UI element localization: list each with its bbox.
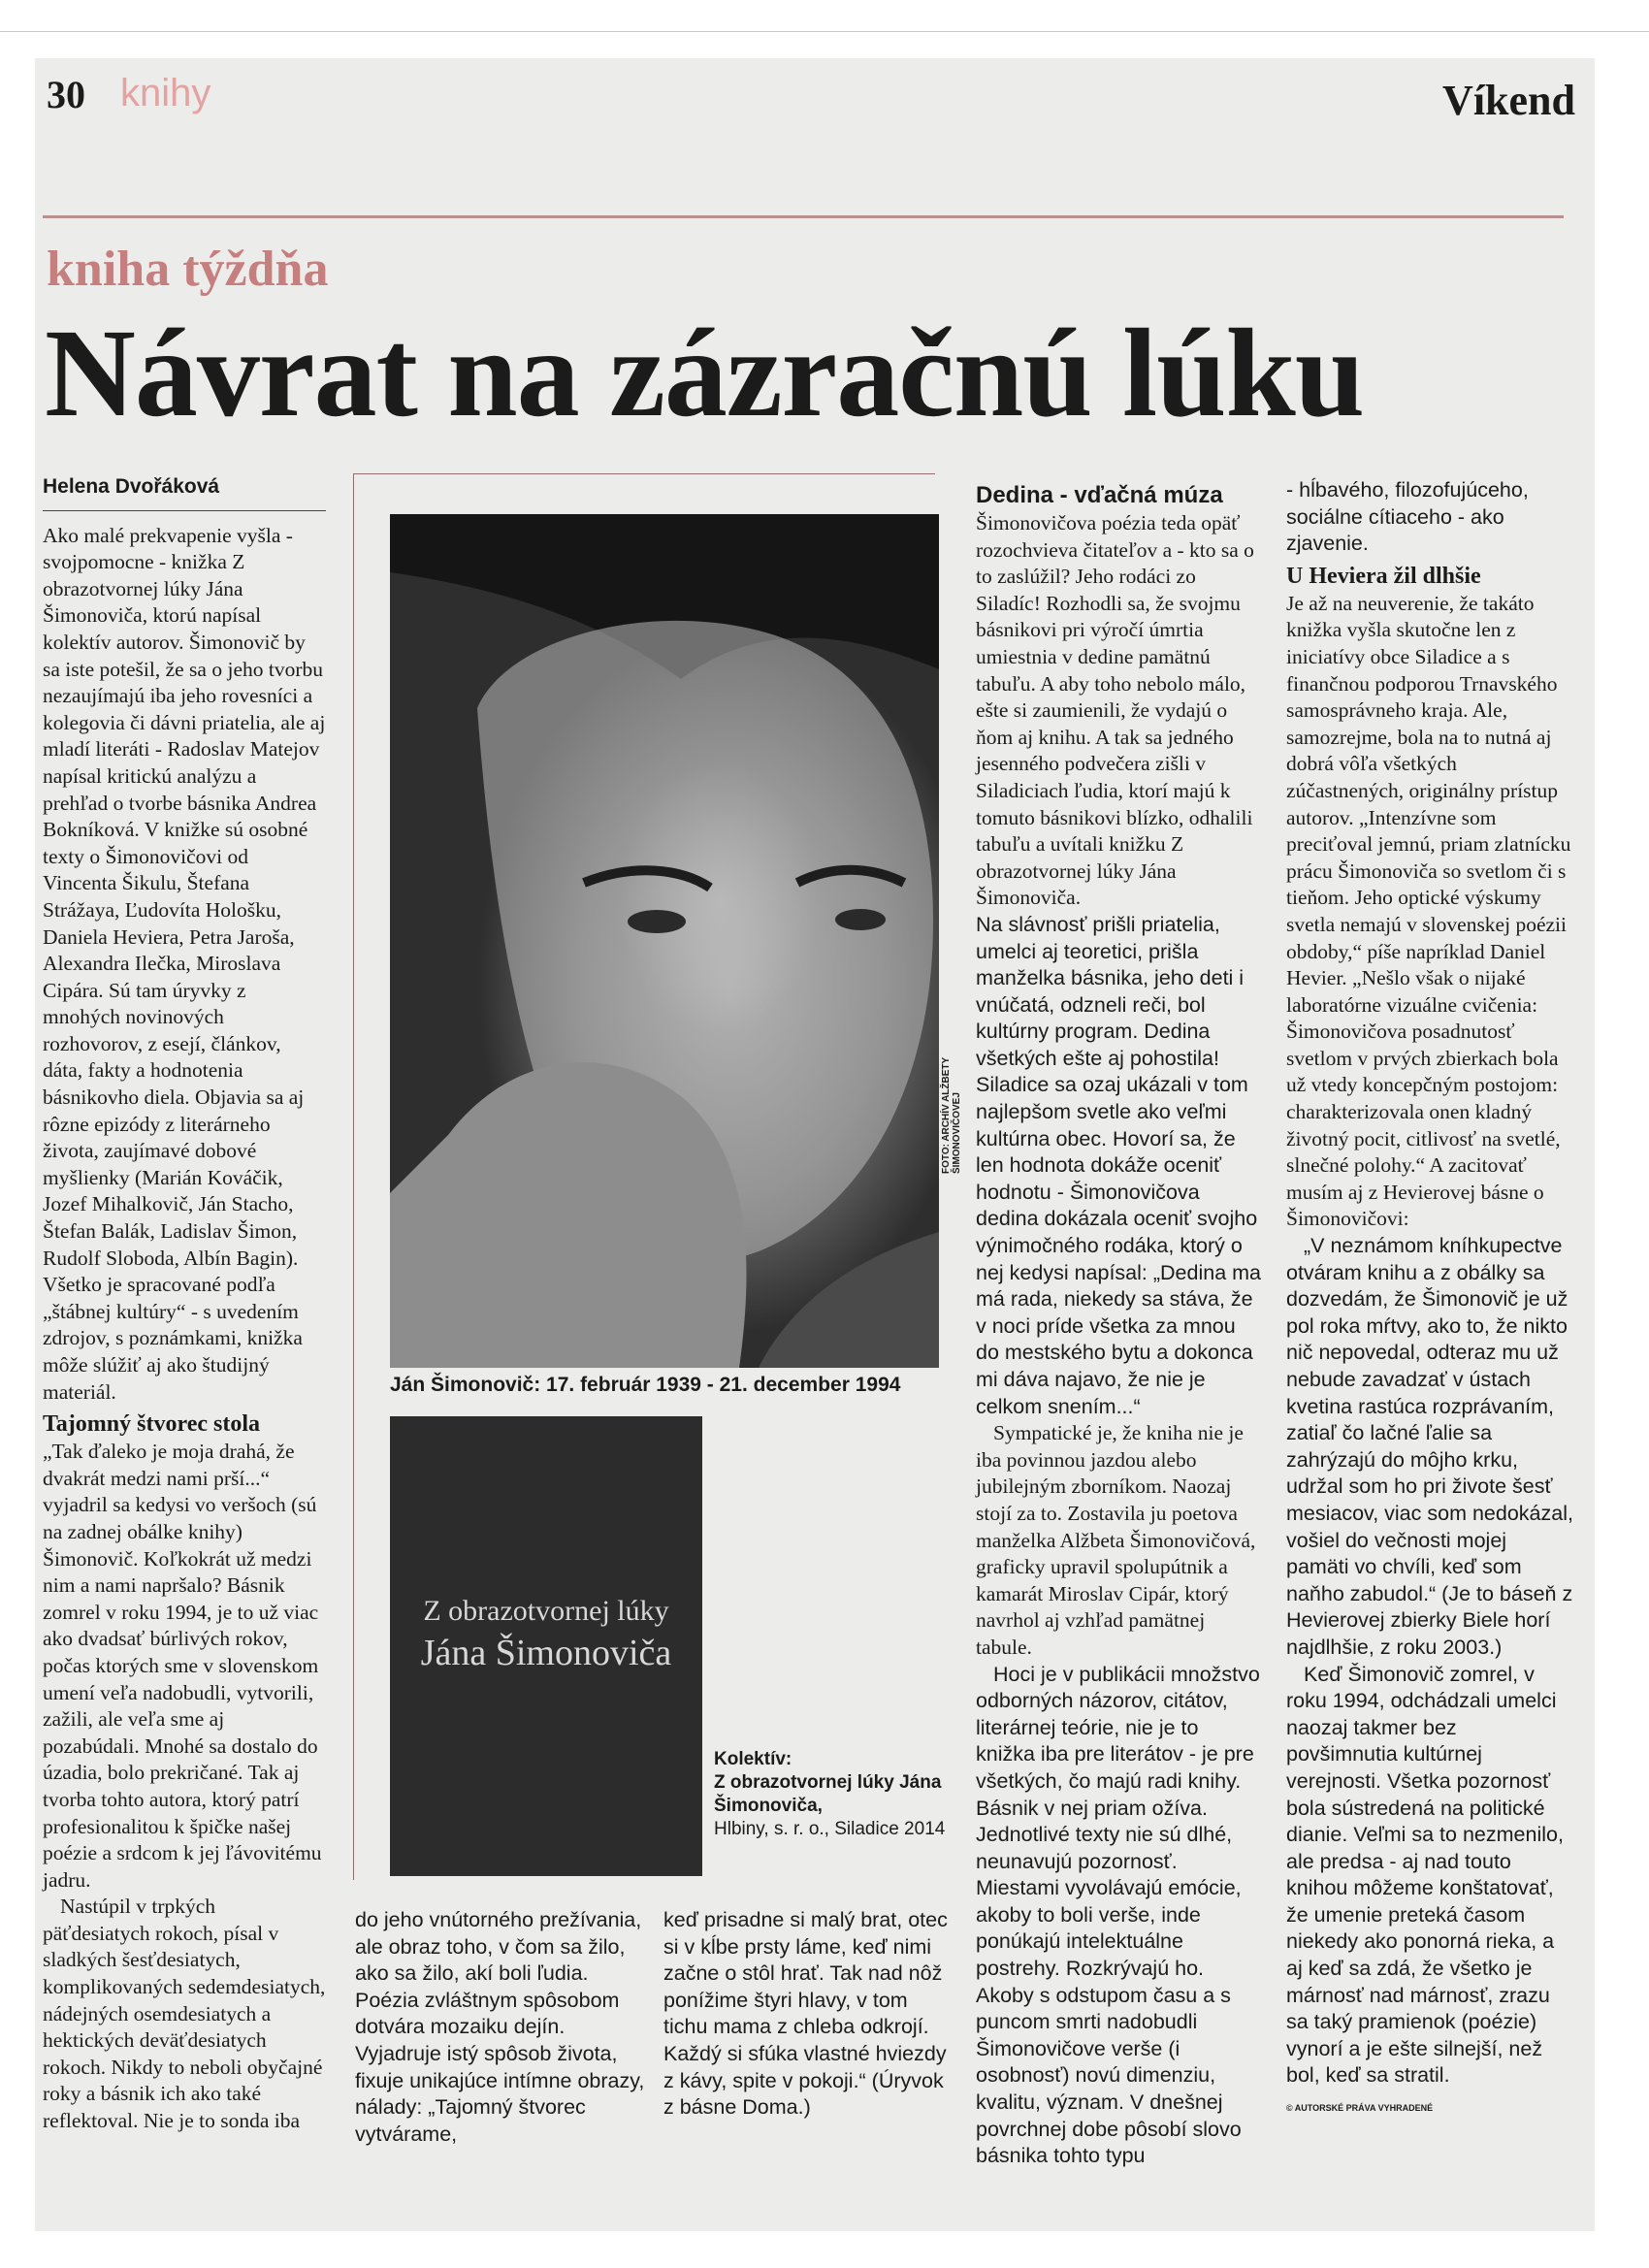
column-2 (355, 1907, 646, 2148)
col3-paragraph-1: keď prisadne si malý brat, otec si v kĺbe prsty láme, keď nimi začne o stôl hrať. Tak nad nôž ponížime štyri hlavy, v tom tichu mama z chleba odkrojí. Každý si sfúka vlastné hviezdy z kávy, spite v pokoji.“ (Úryvok z básne Doma.) (663, 1908, 948, 2120)
book-info-label: Kolektív: (714, 1749, 792, 1769)
brand-name: Víkend (1442, 77, 1575, 124)
top-rule (0, 31, 1649, 32)
col5-paragraph-1: - hĺbavého, filozofujúceho, sociálne cítiaceho - ako zjavenie. (1286, 478, 1529, 556)
col1-paragraph-1: Ako malé prekvapenie vyšla - svojpomocne - knižka Z obrazotvornej lúky Jána Šimonoviča, ktorú napísal kolektív autorov. Šimonovič by sa iste potešil, že sa o jeho tvorbu nezaujímajú iba jeho rovesníci a kolegovia či dávni priatelia, ale aj mladí literáti - Radoslav Matejov napísal kritickú analýzu a prehľad o tvorbe básnika Andrea Bokníková. V knižke sú osobné texty o Šimonovičovi od Vincenta Šikulu, Štefana Strážaya, Ľudovíta Hološku, Daniela Heviera, Petra Jaroša, Alexandra Ilečka, Miroslava Cipára. Sú tam úryvky z mnohých novinových rozhovorov, z esejí, článkov, dáta, fakty a hodnotenia básnikovho diela. Objavia sa aj rôzne epizódy z literárneho života, zaujímavé dobové myšlienky (Marián Kováčik, Jozef Mihalkovič, Ján Stacho, Štefan Balák, Ladislav Šimon, Rudolf Sloboda, Albín Bagin). Všetko je spracované podľa „štábnej kultúry“ - s uvedením zdrojov, s poznámkami, knižka môže slúžiť aj ako študijný materiál. (43, 523, 326, 1404)
col4-paragraph-4: Hoci je v publikácii množstvo odborných názorov, citátov, literárnej teórie, nie je to knižka iba pre literátov - je pre všetkých, čo majú radi knihy. Básnik v nej priam ožíva. Jednotlivé texty nie sú dlhé, neunavujú pozornosť. Miestami vyvolávajú emócie, akoby to boli verše, inde ponúkajú intelektuálne postrehy. Rozkrývajú ho. Akoby s odstupom času a s puncom smrti nadobudli Šimonovičove verše (i osobnosť) novú dimenziu, kvalitu, význam. V dnešnej povrchnej dobe pôsobí slovo básnika tohto typu (976, 1662, 1260, 2168)
book-cover-line-2: Jána Šimonoviča (420, 1633, 672, 1673)
photo-frame-top (353, 473, 935, 474)
col5-paragraph-4: Keď Šimonovič zomrel, v roku 1994, odchádzali umelci naozaj takmer bez povšimnutia kultúrnej verejnosti. Všetka pozornosť bola sústredená na politické dianie. Veľmi sa to nezmenilo, ale predsa - aj nad touto knihou môžeme konštatovať, že umenie preteká časom niekedy ako ponorná rieka, a aj keď sa zdá, že všetko je márnosť nad márnosť, zrazu sa taký pramienok (poézie) vynorí a je ešte silnejší, než bol, keď sa stratil. (1286, 1662, 1564, 2088)
book-info (714, 1748, 947, 1841)
copyright-notice: © AUTORSKÉ PRÁVA VYHRADENÉ (1286, 2103, 1434, 2114)
photo-credit: FOTO: ARCHÍV ALŽBETY ŠIMONOVIČOVEJ (941, 1057, 962, 1174)
headline: Návrat na zázračnú lúku (45, 304, 1365, 443)
newspaper-page (35, 58, 1595, 2231)
author-byline: Helena Dvořáková (43, 473, 326, 511)
subheading-hevier: U Heviera žil dlhšie (1286, 563, 1481, 589)
col4-paragraph-2: Na slávnosť prišli priatelia, umelci aj teoretici, prišla manželka básnika, jeho deti i vnúčatá, odzneli reči, bol kultúrny program. Dedina všetkých ešte aj pohostila! Siladice sa ozaj ukázali v tom najlepšom svetle ako veľmi kultúrna obec. Hovorí sa, že len hodnota dokáže oceniť hodnotu - Šimonovičova dedina dokázala oceniť svojho výnimočného rodáka, ktorý o nej kedysi napísal: „Dedina ma má rada, niekedy sa stáva, že v noci príde všetka za mnou do mestského bytu a dokonca mi dáva najavo, že nie je celkom snením...“ (976, 912, 1261, 1418)
column-5 (1286, 477, 1573, 2122)
page-number: 30 (47, 73, 85, 116)
book-info-publisher: Hlbiny, s. r. o., Siladice 2014 (714, 1819, 946, 1839)
column-4 (976, 477, 1263, 2170)
header-divider (43, 215, 1564, 218)
col4-paragraph-3: Sympatické je, že kniha nie je iba povinnou jazdou alebo jubilejným zborníkom. Naozaj stojí za to. Zostavila ju poetova manželka Alžbeta Šimonovičová, graficky upravil spolupútnik a kamarát Miroslav Cipár, ktorý navrhol aj vzhľad pamätnej tabule. (976, 1421, 1256, 1659)
portrait-illustration (390, 514, 939, 1368)
kicker: kniha týždňa (47, 242, 329, 297)
book-cover-line-1: Z obrazotvornej lúky (423, 1595, 669, 1627)
col5-paragraph-3: „V neznámom kníhkupectve otváram knihu a z obálky sa dozvedám, že Šimonovič je už pol roka mŕtvy, ako to, že nikto nič nepovedal, odteraz mu už nebude zavadzať v ústach kvetina rastúca rozprávaním, zatiaľ čo lačné ľalie sa zahrýzajú do môjho krku, udržal som ho pri živote šesť mesiacov, viac som nedokázal, vošiel do večnosti mojej pamäti vo chvíli, keď som naňho zabudol.“ (Je to báseň z Hevierovej zbierky Biele horí najdlhšie, z roku 2003.) (1286, 1234, 1573, 1659)
portrait-photo (390, 514, 939, 1368)
col1-paragraph-2: „Tak ďaleko je moja drahá, že dvakrát medzi nami prší...“ vyjadril sa kedysi vo veršoch (sú na zadnej obálke knihy) Šimonovič. Koľkokrát už medzi nim a nami napršalo? Básnik zomrel v roku 1994, je to už viac ako dvadsať búrlivých rokov, počas ktorých sme v slovenskom umení veľa nadobudli, vytvorili, zažili, ale veľa sme aj pozabúdali. Mnohé sa dostalo do úzadia, bolo prekričané. Tak aj tvorba tohto autora, ktorý patrí profesionalitou k špičke našej poézie a srdcom k jej ľávovitému jadru. (43, 1440, 322, 1892)
column-1 (43, 473, 326, 2135)
photo-frame-left (353, 473, 354, 1880)
col4-paragraph-1: Šimonovičova poézia teda opäť rozochvieva čitateľov a - kto sa o to zaslúžil? Jeho rodáci zo Siladíc! Rozhodli sa, že svojmu básnikovi pri výročí úmrtia umiestnia v dedine pamätnú tabuľu. A aby toho nebolo málo, ešte si zaumienili, že vydajú o ňom aj knihu. A tak sa jedného jesenného podvečera zišli v Siladiciach ľudia, ktorí majú k tomuto básnikovi blízko, odhalili tabuľu a uvítali knižku Z obrazotvornej lúky Jána Šimonoviča. (976, 511, 1254, 910)
col1-paragraph-3: Nastúpil v trpkých päťdesiatych rokoch, písal v sladkých šesťdesiatych, komplikovaných sedemdesiatych, nádejných osemdesiatych a hektických deväťdesiatych rokoch. Nikdy to neboli obyčajné roky a básnik ich ako také reflektoval. Nie je to sonda iba (43, 1895, 326, 2133)
book-info-title: Z obrazotvornej lúky Jána Šimonoviča, (714, 1772, 942, 1816)
book-cover (390, 1416, 702, 1876)
col5-paragraph-2: Je až na neuverenie, že takáto knižka vyšla skutočne len z iniciatívy obce Siladice a s finančnou podporou Trnavského samosprávneho kraja. Ale, samozrejme, bola na to nutná aj dobrá vôľa všetkých zúčastnených, originálny prístup autorov. „Intenzívne som preciťoval jemnú, priam zlatnícku prácu Šimonoviča so svetlom či s tieňom. Jeho optické výskumy svetla nemajú v slovenskej poézii obdoby,“ píše napríklad Daniel Hevier. „Nešlo však o nijaké laboratórne vizuálne cvičenia: Šimonovičova posadnutosť svetlom v prvých zbierkach bola už vtedy koncepčným postojom: charakterizovala onen kladný životný pocit, citlivosť na svetlé, slnečné polohy.“ A zacitovať musím aj z Hevierovej básne o Šimonovičovi: (1286, 591, 1571, 1231)
section-tag: knihy (120, 72, 211, 114)
col2-paragraph-1: do jeho vnútorného prežívania, ale obraz toho, v čom sa žilo, ako sa žilo, akí boli ľudia. Poézia zvláštnym spôsobom dotvára mozaiku dejín. Vyjadruje istý spôsob života, fixuje unikajúce intímne obrazy, nálady: „Tajomný štvorec vytvárame, (355, 1908, 645, 2146)
subheading-tajomny: Tajomný štvorec stola (43, 1411, 260, 1438)
column-3 (663, 1907, 954, 2122)
photo-caption: Ján Šimonovič: 17. február 1939 - 21. december 1994 (390, 1374, 901, 1396)
subheading-dedina: Dedina - vďačná múza (976, 482, 1223, 508)
